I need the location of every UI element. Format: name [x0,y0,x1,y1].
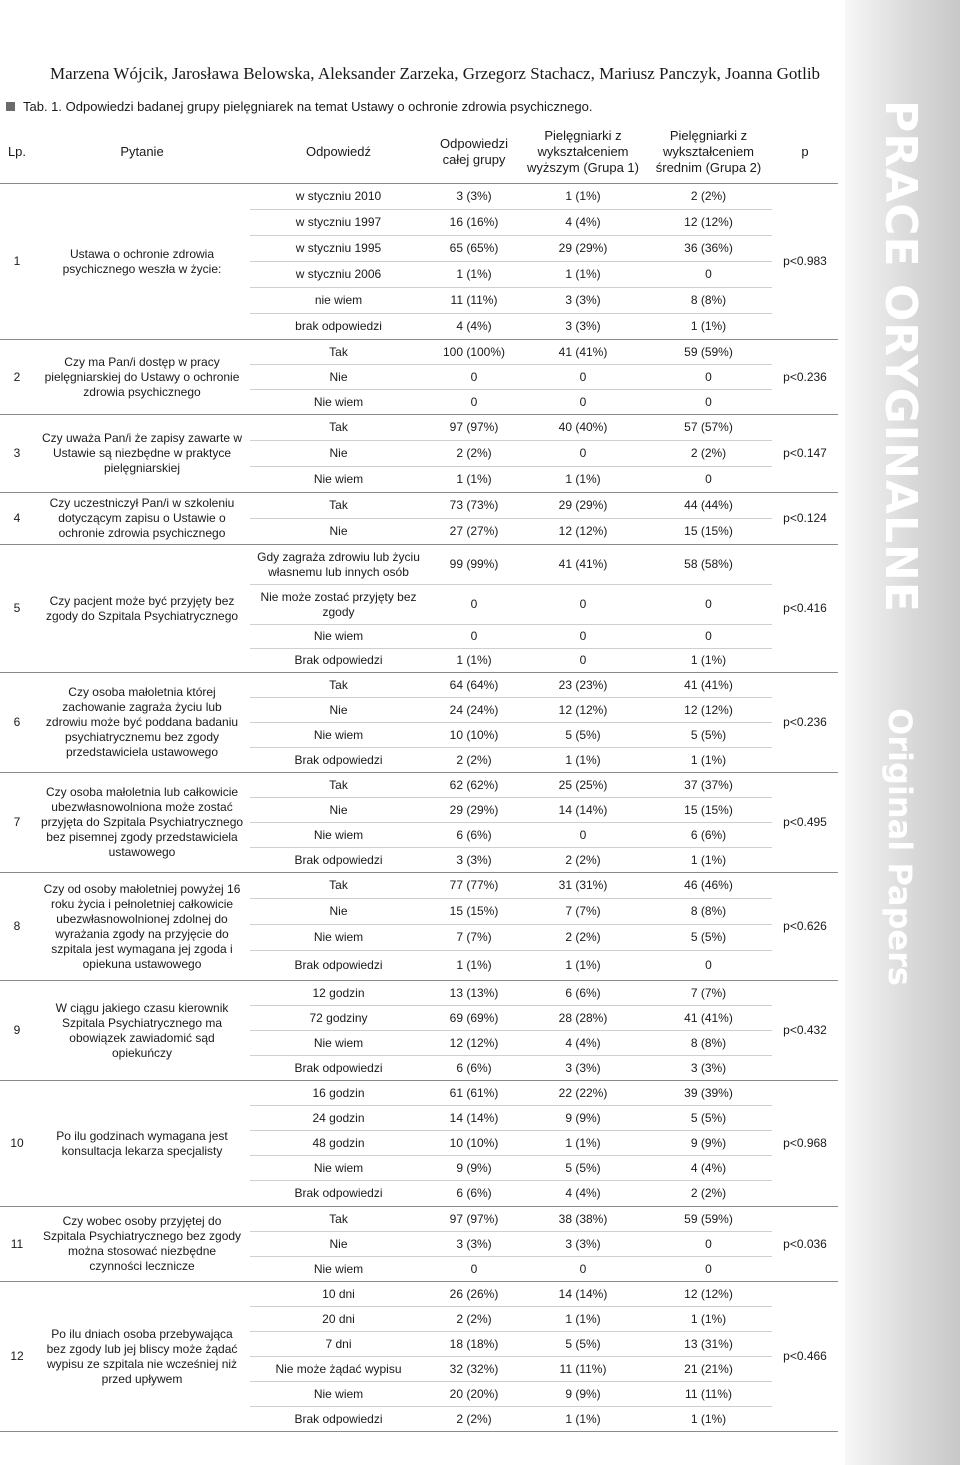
all-count-cell: 27 (27%) [427,519,521,545]
group2-count-cell: 11 (11%) [645,1382,772,1407]
p-value-cell: p<0.968 [772,1081,838,1207]
answer-cell: Nie wiem [250,723,427,748]
all-count-cell: 6 (6%) [427,1056,521,1081]
answer-cell: w styczniu 1995 [250,236,427,262]
all-count-cell: 2 (2%) [427,1407,521,1432]
all-count-cell: 0 [427,585,521,625]
all-count-cell: 2 (2%) [427,1307,521,1332]
answer-cell: Brak odpowiedzi [250,848,427,873]
answer-cell: Tak [250,415,427,441]
group2-count-cell: 41 (41%) [645,1006,772,1031]
answer-cell: Brak odpowiedzi [250,649,427,673]
all-count-cell: 10 (10%) [427,723,521,748]
all-count-cell: 1 (1%) [427,262,521,288]
group2-count-cell: 21 (21%) [645,1357,772,1382]
all-count-cell: 16 (16%) [427,210,521,236]
question-cell: Po ilu godzinach wymagana jest konsultacja lekarza specjalisty [34,1081,250,1207]
all-count-cell: 64 (64%) [427,673,521,698]
all-count-cell: 24 (24%) [427,698,521,723]
answer-cell: Nie [250,899,427,925]
group2-count-cell: 0 [645,467,772,493]
answer-cell: 48 godzin [250,1131,427,1156]
group1-count-cell: 41 (41%) [521,545,645,585]
group2-count-cell: 1 (1%) [645,314,772,340]
group2-count-cell: 41 (41%) [645,673,772,698]
group1-count-cell: 5 (5%) [521,723,645,748]
answer-cell: Nie wiem [250,925,427,951]
all-count-cell: 69 (69%) [427,1006,521,1031]
p-value-cell: p<0.495 [772,773,838,873]
section-label [858,100,926,987]
header-answer: Odpowiedź [250,121,427,184]
all-count-cell: 26 (26%) [427,1282,521,1307]
answer-cell: Nie wiem [250,1156,427,1181]
all-count-cell: 2 (2%) [427,441,521,467]
group1-count-cell: 2 (2%) [521,925,645,951]
group1-count-cell: 29 (29%) [521,493,645,519]
answer-cell: Brak odpowiedzi [250,951,427,981]
group2-count-cell: 1 (1%) [645,649,772,673]
answer-cell: Brak odpowiedzi [250,1181,427,1207]
question-cell: Czy wobec osoby przyjętej do Szpitala Psychiatrycznego bez zgody można stosować niezbędne czynności lecznicze [34,1207,250,1282]
all-count-cell: 29 (29%) [427,798,521,823]
header-p: p [772,121,838,184]
group1-count-cell: 38 (38%) [521,1207,645,1232]
group2-count-cell: 1 (1%) [645,1307,772,1332]
group1-count-cell: 1 (1%) [521,467,645,493]
group1-count-cell: 5 (5%) [521,1332,645,1357]
table-row [0,673,838,698]
answer-cell: 7 dni [250,1332,427,1357]
question-cell: Czy ma Pan/i dostęp w pracy pielęgniarskiej do Ustawy o ochronie zdrowia psychicznego [34,340,250,415]
table-row [0,1207,838,1232]
group1-count-cell: 9 (9%) [521,1106,645,1131]
group1-count-cell: 1 (1%) [521,1307,645,1332]
answer-cell: Nie wiem [250,390,427,415]
group1-count-cell: 5 (5%) [521,1156,645,1181]
group1-count-cell: 4 (4%) [521,1181,645,1207]
answer-cell: 10 dni [250,1282,427,1307]
question-cell: Czy od osoby małoletniej powyżej 16 roku życia i pełnoletniej całkowicie ubezwłasnowolnionej zdolnej do wyrażania zgody na przyjęcie do szpitala jest wymagana jej zgoda i opiekuna ustawowego [34,873,250,981]
group1-count-cell: 1 (1%) [521,1131,645,1156]
all-count-cell: 97 (97%) [427,1207,521,1232]
question-cell: W ciągu jakiego czasu kierownik Szpitala Psychiatrycznego ma obowiązek zawiadomić sąd opiekuńczy [34,981,250,1081]
table-row [0,415,838,441]
group2-count-cell: 58 (58%) [645,545,772,585]
group1-count-cell: 40 (40%) [521,415,645,441]
all-count-cell: 10 (10%) [427,1131,521,1156]
caption-square-icon [6,102,15,111]
group2-count-cell: 0 [645,625,772,649]
group1-count-cell: 14 (14%) [521,798,645,823]
group2-count-cell: 5 (5%) [645,723,772,748]
answer-cell: w styczniu 2010 [250,184,427,210]
row-number: 9 [0,981,34,1081]
all-count-cell: 6 (6%) [427,1181,521,1207]
all-count-cell: 12 (12%) [427,1031,521,1056]
all-count-cell: 0 [427,1257,521,1282]
all-count-cell: 65 (65%) [427,236,521,262]
question-cell: Czy osoba małoletnia lub całkowicie ubezwłasnowolniona może zostać przyjęta do Szpitala Psychiatrycznego bez pisemnej zgody przedstawiciela ustawowego [34,773,250,873]
answer-cell: 24 godzin [250,1106,427,1131]
all-count-cell: 97 (97%) [427,415,521,441]
group1-count-cell: 11 (11%) [521,1357,645,1382]
group1-count-cell: 0 [521,585,645,625]
answer-cell: Nie wiem [250,467,427,493]
all-count-cell: 100 (100%) [427,340,521,365]
answer-cell: Tak [250,673,427,698]
group2-count-cell: 13 (31%) [645,1332,772,1357]
row-number: 1 [0,184,34,340]
group2-count-cell: 2 (2%) [645,1181,772,1207]
answer-cell: Tak [250,340,427,365]
group2-count-cell: 0 [645,262,772,288]
answer-cell: Nie [250,798,427,823]
all-count-cell: 11 (11%) [427,288,521,314]
header-lp: Lp. [0,121,34,184]
row-number: 8 [0,873,34,981]
table-row [0,773,838,798]
table-row [0,1081,838,1106]
question-cell: Czy pacjent może być przyjęty bez zgody do Szpitala Psychiatrycznego [34,545,250,673]
group1-count-cell: 31 (31%) [521,873,645,899]
table-row [0,1282,838,1307]
p-value-cell: p<0.432 [772,981,838,1081]
answer-cell: nie wiem [250,288,427,314]
table-caption [6,99,592,114]
all-count-cell: 7 (7%) [427,925,521,951]
answer-cell: Nie wiem [250,823,427,848]
group2-count-cell: 2 (2%) [645,441,772,467]
group2-count-cell: 12 (12%) [645,1282,772,1307]
table-row [0,340,838,365]
answer-cell: 20 dni [250,1307,427,1332]
answer-cell: brak odpowiedzi [250,314,427,340]
group2-count-cell: 36 (36%) [645,236,772,262]
p-value-cell: p<0.626 [772,873,838,981]
question-cell: Po ilu dniach osoba przebywająca bez zgody lub jej bliscy może żądać wypisu ze szpitala nie wcześniej niż przed upływem [34,1282,250,1432]
group2-count-cell: 1 (1%) [645,1407,772,1432]
all-count-cell: 20 (20%) [427,1382,521,1407]
group1-count-cell: 23 (23%) [521,673,645,698]
group2-count-cell: 4 (4%) [645,1156,772,1181]
all-count-cell: 13 (13%) [427,981,521,1006]
p-value-cell: p<0.036 [772,1207,838,1282]
group2-count-cell: 39 (39%) [645,1081,772,1106]
group1-count-cell: 4 (4%) [521,1031,645,1056]
group2-count-cell: 57 (57%) [645,415,772,441]
p-value-cell: p<0.236 [772,340,838,415]
all-count-cell: 73 (73%) [427,493,521,519]
question-cell: Czy osoba małoletnia której zachowanie zagraża życiu lub zdrowiu może być poddana badaniu psychiatrycznemu bez zgody przedstawiciela ustawowego [34,673,250,773]
group1-count-cell: 3 (3%) [521,1232,645,1257]
group1-count-cell: 4 (4%) [521,210,645,236]
row-number: 12 [0,1282,34,1432]
p-value-cell: p<0.983 [772,184,838,340]
group1-count-cell: 22 (22%) [521,1081,645,1106]
table-row [0,545,838,585]
header-question: Pytanie [34,121,250,184]
group2-count-cell: 0 [645,951,772,981]
answer-cell: Gdy zagraża zdrowiu lub życiu własnemu lub innych osób [250,545,427,585]
table-row [0,493,838,519]
answer-cell: Tak [250,873,427,899]
group2-count-cell: 37 (37%) [645,773,772,798]
group1-count-cell: 0 [521,365,645,390]
answer-cell: Nie wiem [250,1031,427,1056]
question-cell: Ustawa o ochronie zdrowia psychicznego weszła w życie: [34,184,250,340]
group1-count-cell: 0 [521,441,645,467]
group1-count-cell: 12 (12%) [521,519,645,545]
all-count-cell: 1 (1%) [427,649,521,673]
all-count-cell: 0 [427,390,521,415]
all-count-cell: 3 (3%) [427,848,521,873]
answer-cell: w styczniu 2006 [250,262,427,288]
answer-cell: Nie [250,441,427,467]
table-header-row [0,121,838,184]
answer-cell: Brak odpowiedzi [250,1407,427,1432]
group1-count-cell: 41 (41%) [521,340,645,365]
group2-count-cell: 46 (46%) [645,873,772,899]
p-value-cell: p<0.124 [772,493,838,545]
all-count-cell: 0 [427,625,521,649]
answer-cell: Nie wiem [250,1382,427,1407]
all-count-cell: 32 (32%) [427,1357,521,1382]
group2-count-cell: 1 (1%) [645,848,772,873]
answer-cell: Tak [250,773,427,798]
caption-text: Tab. 1. Odpowiedzi badanej grupy pielęgniarek na temat Ustawy o ochronie zdrowia psychicznego. [23,99,593,114]
group2-count-cell: 12 (12%) [645,698,772,723]
group2-count-cell: 0 [645,365,772,390]
group2-count-cell: 6 (6%) [645,823,772,848]
group2-count-cell: 0 [645,1257,772,1282]
answer-cell: Nie [250,365,427,390]
group2-count-cell: 7 (7%) [645,981,772,1006]
question-cell: Czy uważa Pan/i że zapisy zawarte w Ustawie są niezbędne w praktyce pielęgniarskiej [34,415,250,493]
group1-count-cell: 0 [521,649,645,673]
answer-cell: Nie może zostać przyjęty bez zgody [250,585,427,625]
group1-count-cell: 7 (7%) [521,899,645,925]
answer-cell: Nie [250,1232,427,1257]
group1-count-cell: 1 (1%) [521,1407,645,1432]
answer-cell: 16 godzin [250,1081,427,1106]
row-number: 3 [0,415,34,493]
group2-count-cell: 1 (1%) [645,748,772,773]
results-table [0,121,838,1432]
all-count-cell: 6 (6%) [427,823,521,848]
group1-count-cell: 9 (9%) [521,1382,645,1407]
group1-count-cell: 0 [521,1257,645,1282]
table-row [0,873,838,899]
group1-count-cell: 1 (1%) [521,184,645,210]
group2-count-cell: 12 (12%) [645,210,772,236]
group2-count-cell: 59 (59%) [645,1207,772,1232]
authors-line: Marzena Wójcik, Jarosława Belowska, Aleksander Zarzeka, Grzegorz Stachacz, Mariusz Panczyk, Joanna Gotlib [50,64,821,83]
answer-cell: Nie wiem [250,625,427,649]
group2-count-cell: 3 (3%) [645,1056,772,1081]
row-number: 11 [0,1207,34,1282]
all-count-cell: 3 (3%) [427,1232,521,1257]
group1-count-cell: 3 (3%) [521,1056,645,1081]
table-body [0,184,838,1432]
group1-count-cell: 1 (1%) [521,951,645,981]
group1-count-cell: 12 (12%) [521,698,645,723]
row-number: 5 [0,545,34,673]
group2-count-cell: 44 (44%) [645,493,772,519]
all-count-cell: 9 (9%) [427,1156,521,1181]
p-value-cell: p<0.416 [772,545,838,673]
group1-count-cell: 28 (28%) [521,1006,645,1031]
answer-cell: Nie [250,698,427,723]
group2-count-cell: 15 (15%) [645,519,772,545]
group1-count-cell: 2 (2%) [521,848,645,873]
p-value-cell: p<0.236 [772,673,838,773]
group1-count-cell: 1 (1%) [521,748,645,773]
all-count-cell: 61 (61%) [427,1081,521,1106]
row-number: 6 [0,673,34,773]
table-row [0,184,838,210]
group1-count-cell: 0 [521,625,645,649]
group2-count-cell: 2 (2%) [645,184,772,210]
group2-count-cell: 8 (8%) [645,1031,772,1056]
answer-cell: Tak [250,1207,427,1232]
row-number: 10 [0,1081,34,1207]
all-count-cell: 77 (77%) [427,873,521,899]
header-all: Odpowiedzi całej grupy [427,121,521,184]
answer-cell: Brak odpowiedzi [250,1056,427,1081]
group2-count-cell: 0 [645,390,772,415]
all-count-cell: 0 [427,365,521,390]
section-label-en: Original Papers [881,708,919,987]
row-number: 2 [0,340,34,415]
group2-count-cell: 0 [645,585,772,625]
all-count-cell: 3 (3%) [427,184,521,210]
group2-count-cell: 0 [645,1232,772,1257]
answer-cell: w styczniu 1997 [250,210,427,236]
group1-count-cell: 3 (3%) [521,314,645,340]
group1-count-cell: 25 (25%) [521,773,645,798]
all-count-cell: 99 (99%) [427,545,521,585]
question-cell: Czy uczestniczył Pan/i w szkoleniu dotyczącym zapisu o Ustawie o ochronie zdrowia psychicznego [34,493,250,545]
answer-cell: Brak odpowiedzi [250,748,427,773]
all-count-cell: 15 (15%) [427,899,521,925]
group2-count-cell: 8 (8%) [645,899,772,925]
all-count-cell: 1 (1%) [427,467,521,493]
answer-cell: Tak [250,493,427,519]
answer-cell: 72 godziny [250,1006,427,1031]
header-group1: Pielęgniarki z wykształceniem wyższym (Grupa 1) [521,121,645,184]
group2-count-cell: 5 (5%) [645,925,772,951]
group2-count-cell: 8 (8%) [645,288,772,314]
answer-cell: Nie [250,519,427,545]
group2-count-cell: 9 (9%) [645,1131,772,1156]
all-count-cell: 2 (2%) [427,748,521,773]
all-count-cell: 4 (4%) [427,314,521,340]
row-number: 7 [0,773,34,873]
table-row [0,981,838,1006]
all-count-cell: 1 (1%) [427,951,521,981]
answer-cell: Nie wiem [250,1257,427,1282]
row-number: 4 [0,493,34,545]
all-count-cell: 62 (62%) [427,773,521,798]
group1-count-cell: 6 (6%) [521,981,645,1006]
group1-count-cell: 0 [521,390,645,415]
group2-count-cell: 59 (59%) [645,340,772,365]
group2-count-cell: 15 (15%) [645,798,772,823]
p-value-cell: p<0.147 [772,415,838,493]
section-label-pl: PRACE ORYGINALNE [875,100,926,613]
group1-count-cell: 14 (14%) [521,1282,645,1307]
group1-count-cell: 1 (1%) [521,262,645,288]
all-count-cell: 18 (18%) [427,1332,521,1357]
all-count-cell: 14 (14%) [427,1106,521,1131]
group2-count-cell: 5 (5%) [645,1106,772,1131]
group1-count-cell: 0 [521,823,645,848]
group1-count-cell: 3 (3%) [521,288,645,314]
group1-count-cell: 29 (29%) [521,236,645,262]
p-value-cell: p<0.466 [772,1282,838,1432]
header-group2: Pielęgniarki z wykształceniem średnim (Grupa 2) [645,121,772,184]
answer-cell: Nie może żądać wypisu [250,1357,427,1382]
answer-cell: 12 godzin [250,981,427,1006]
